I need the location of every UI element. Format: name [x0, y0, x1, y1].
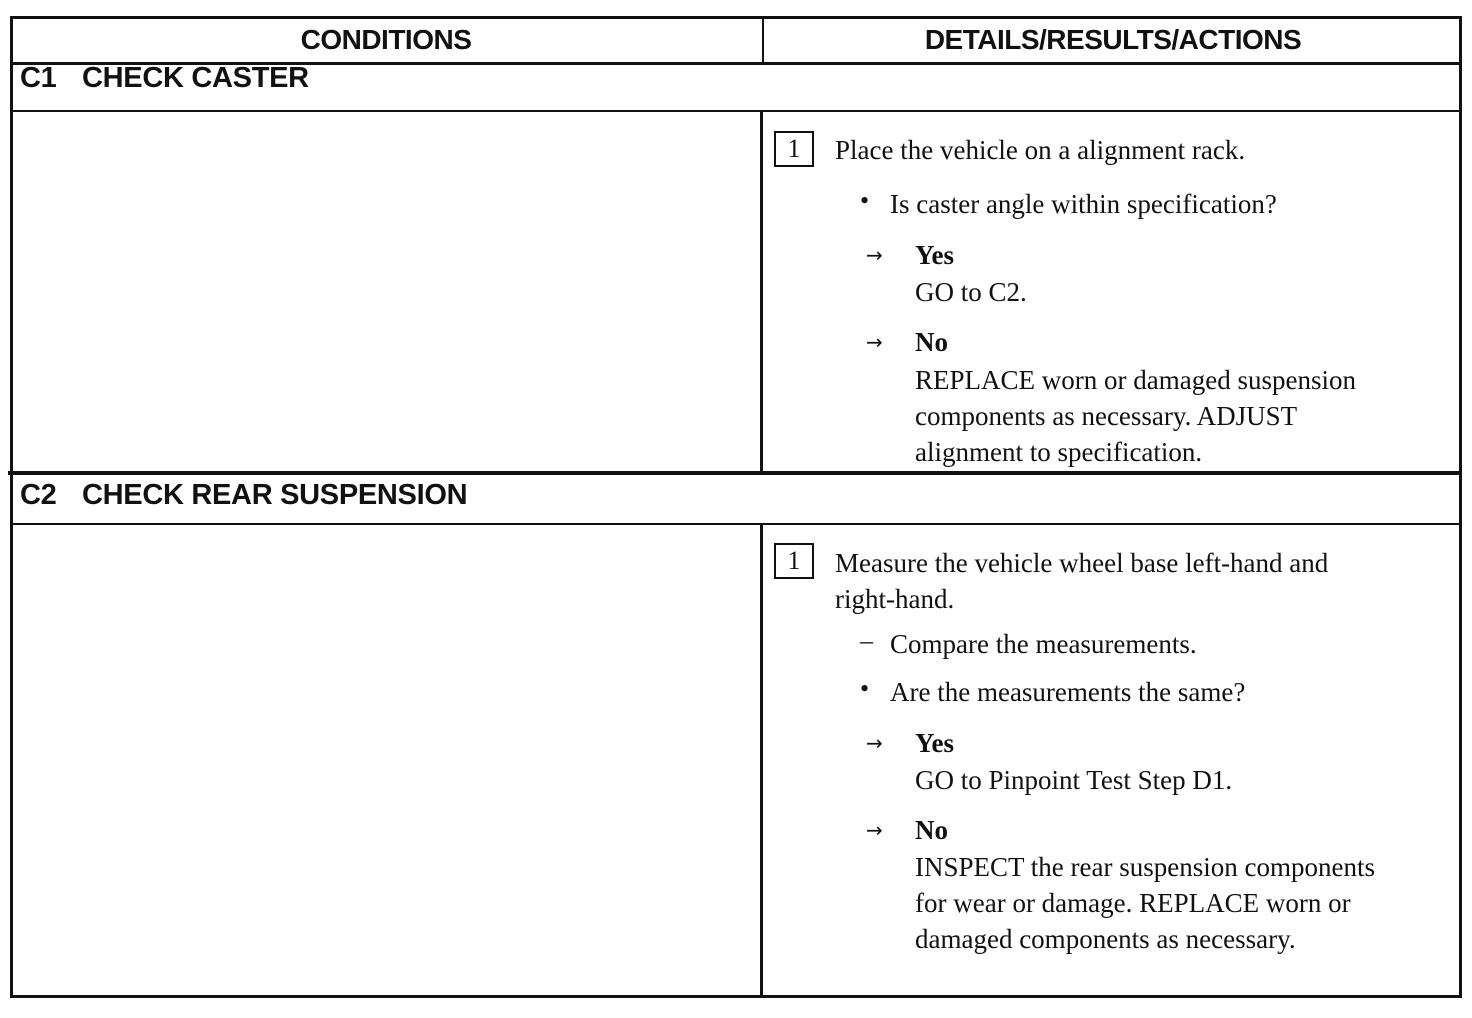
- c2-substep-number: 1: [774, 543, 814, 579]
- conditions-header: CONDITIONS: [300, 24, 472, 55]
- c2-column-divider: [760, 523, 763, 998]
- c2-instruction-line: Measure the vehicle wheel base left-hand and: [835, 548, 1329, 578]
- c2-instruction-line: right-hand.: [835, 584, 955, 614]
- c1-title-rule: [10, 110, 1462, 112]
- c1-no-action-line: alignment to specification.: [915, 437, 1203, 467]
- c2-yes-action: GO to Pinpoint Test Step D1.: [915, 765, 1233, 795]
- c2-no-label: No: [915, 815, 948, 845]
- details-header: DETAILS/RESULTS/ACTIONS: [924, 24, 1302, 55]
- step-title-text: CHECK CASTER: [82, 62, 309, 94]
- c1-no-action-line: components as necessary. ADJUST: [915, 401, 1298, 431]
- step-title-text: CHECK REAR SUSPENSION: [82, 479, 468, 511]
- c1-instruction: Place the vehicle on a alignment rack.: [835, 135, 1246, 165]
- c1-yes-action: GO to C2.: [915, 277, 1027, 307]
- c2-no-arrow-icon: →: [866, 818, 883, 842]
- c2-question: Are the measurements the same?: [890, 677, 1246, 707]
- c2-title-rule: [10, 523, 1462, 525]
- c1-no-arrow-icon: →: [866, 330, 883, 354]
- c1-no-action-line: REPLACE worn or damaged suspension: [915, 365, 1356, 395]
- c2-no-action-line: INSPECT the rear suspension components: [915, 852, 1375, 882]
- c1-column-divider: [760, 110, 763, 474]
- c2-dash: –: [860, 626, 873, 655]
- c2-title: [20, 479, 467, 512]
- c1-bullet: •: [860, 186, 870, 215]
- c2-dash-item: Compare the measurements.: [890, 629, 1197, 659]
- c2-yes-label: Yes: [915, 728, 954, 758]
- c2-no-action-line: damaged components as necessary.: [915, 924, 1296, 954]
- c1-title: [20, 62, 309, 95]
- c1-question: Is caster angle within specification?: [890, 189, 1277, 219]
- c2-no-action-line: for wear or damage. REPLACE worn or: [915, 888, 1351, 918]
- c1-end-rule: [8, 471, 1462, 475]
- c1-no-label: No: [915, 327, 948, 357]
- c1-yes-label: Yes: [915, 240, 954, 270]
- c2-bullet: •: [860, 674, 870, 703]
- c1-yes-arrow-icon: →: [866, 243, 883, 267]
- c2-yes-arrow-icon: →: [866, 731, 883, 755]
- step-code: C1: [20, 62, 57, 94]
- step-code: C2: [20, 479, 57, 511]
- c1-substep-number: 1: [774, 131, 814, 167]
